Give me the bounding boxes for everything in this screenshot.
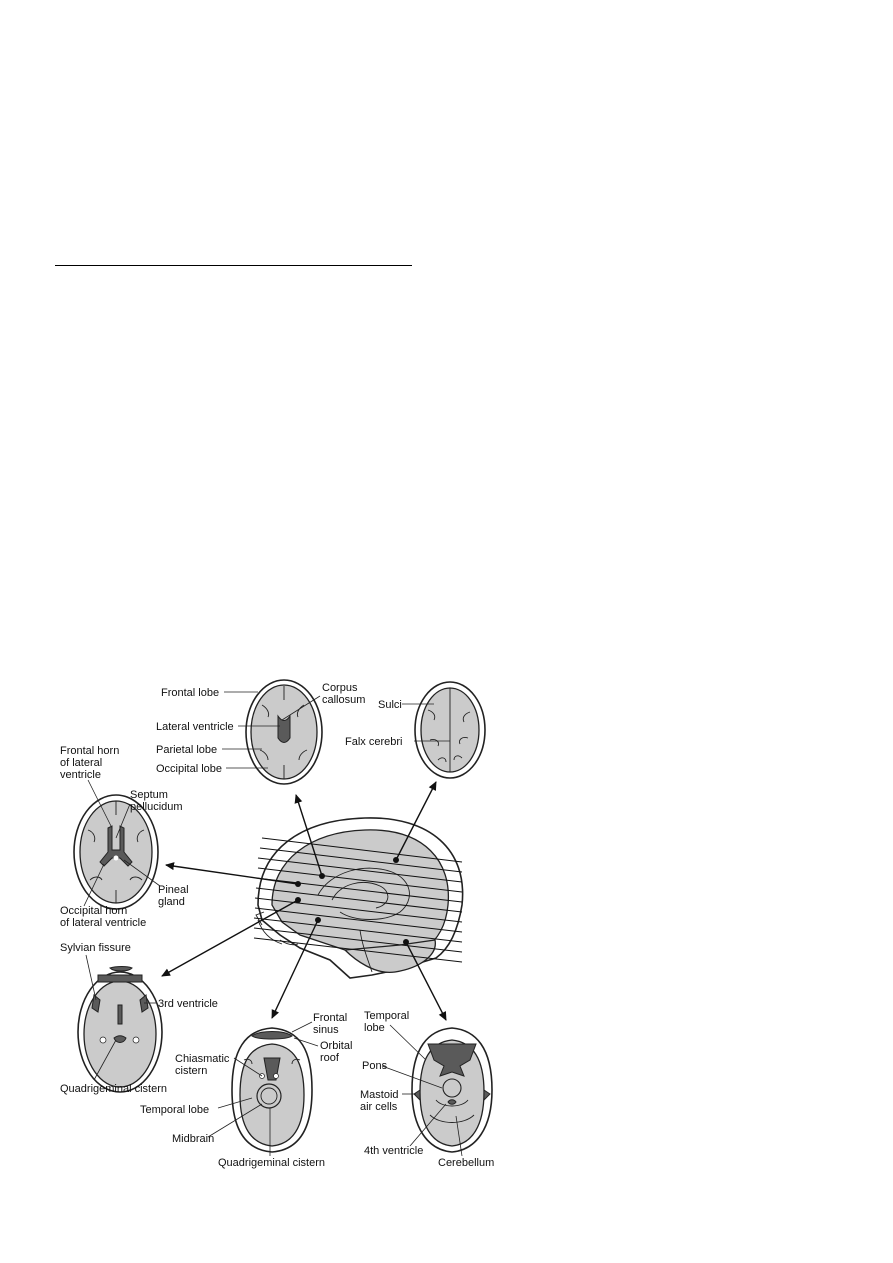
label-orbital-roof-2: roof [320,1052,339,1064]
label-falx-cerebri: Falx cerebri [345,736,403,748]
label-orbital-roof-1: Orbital [320,1040,353,1052]
label-frontal-sinus-1: Frontal [313,1012,348,1024]
label-temporal-lobe-1: Temporal [364,1010,410,1022]
label-chiasmatic-1: Chiasmatic [175,1053,230,1065]
axial-slice-vertex [415,682,485,778]
label-chiasmatic-2: cistern [175,1065,208,1077]
label-septum-1: Septum [130,789,168,801]
label-frontal-horn-1: Frontal horn [60,745,120,757]
label-occipital-horn-2: of lateral ventricle [60,917,147,929]
label-septum-2: pellucidum [130,801,183,813]
label-sulci: Sulci [378,699,402,711]
axial-slice-third-ventricle [78,967,162,1093]
label-midbrain: Midbrain [172,1133,215,1145]
label-third-ventricle: 3rd ventricle [158,998,218,1010]
label-temporal-lobe-bottom: Temporal lobe [140,1104,210,1116]
axial-slice-midbrain [232,1028,312,1152]
label-quadrigeminal-cistern-bottom: Quadrigeminal cistern [218,1157,325,1169]
label-occipital-horn-1: Occipital horn [60,905,128,917]
axial-slice-ventricle-level [246,680,322,784]
label-frontal-lobe-top: Frontal lobe [161,687,220,699]
label-quadrigeminal-cistern-left: Quadrigeminal cistern [60,1083,167,1095]
label-fourth-ventricle: 4th ventricle [364,1145,424,1157]
label-lateral-ventricle: Lateral ventricle [156,721,234,733]
label-pineal-1: Pineal [158,884,189,896]
label-mastoid-2: air cells [360,1101,398,1113]
label-occipital-lobe: Occipital lobe [156,763,223,775]
label-corpus-callosum-1: Corpus [322,682,358,694]
label-sylvian-fissure: Sylvian fissure [60,942,131,954]
label-temporal-lobe-2: lobe [364,1022,385,1034]
label-cerebellum: Cerebellum [438,1157,495,1169]
label-frontal-sinus-2: sinus [313,1024,339,1036]
label-pineal-2: gland [158,896,185,908]
label-parietal-lobe: Parietal lobe [156,744,218,756]
label-pons: Pons [362,1060,388,1072]
label-corpus-callosum-2: callosum [322,694,366,706]
label-frontal-horn-2: of lateral [60,757,103,769]
label-frontal-horn-3: ventricle [60,769,101,781]
axial-slice-posterior-fossa [412,1028,492,1152]
label-mastoid-1: Mastoid [360,1089,399,1101]
